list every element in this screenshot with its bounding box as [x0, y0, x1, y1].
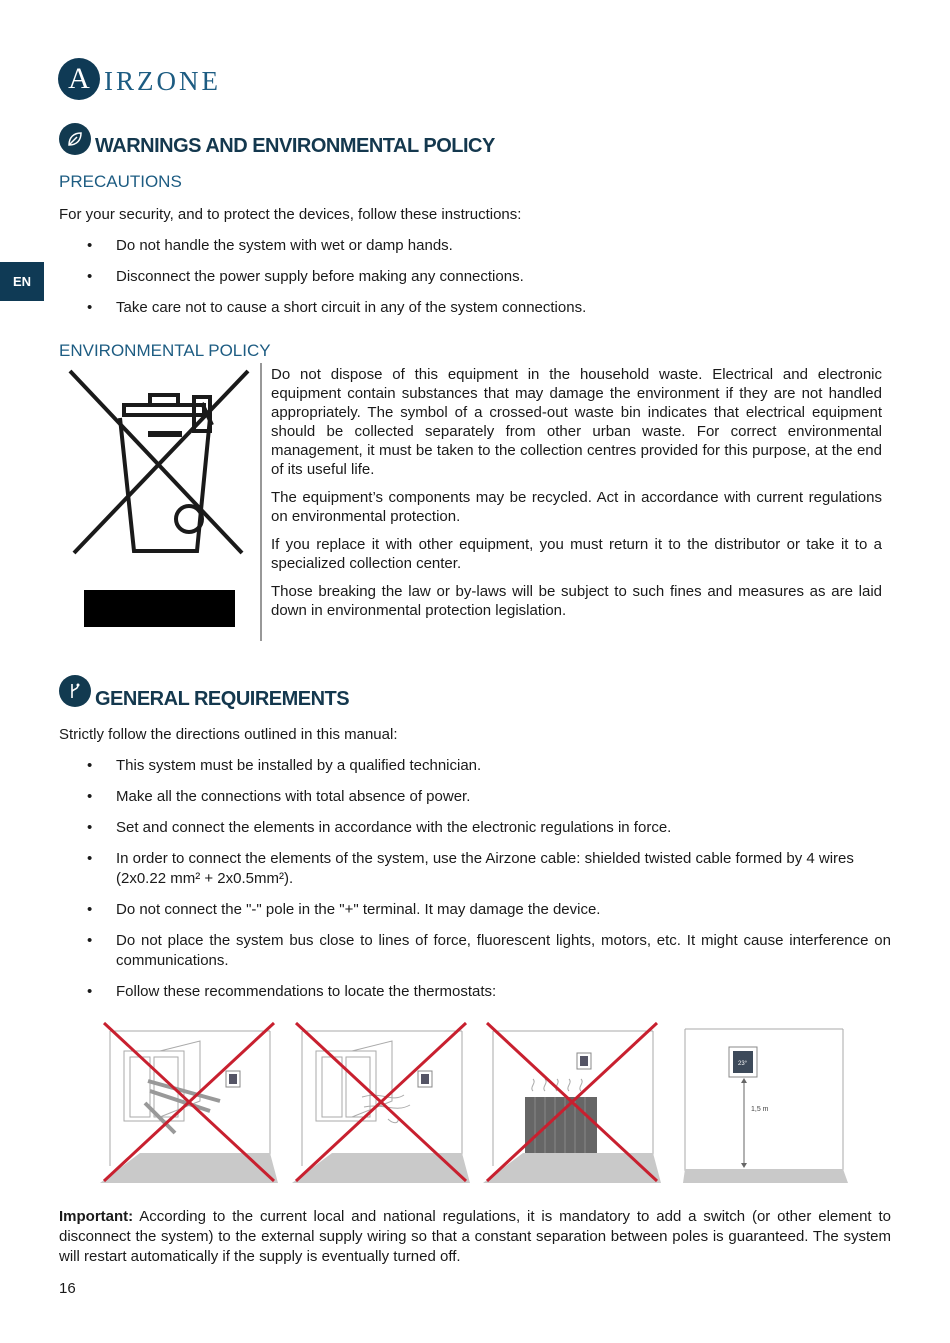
- precautions-title: PRECAUTIONS: [59, 172, 182, 191]
- list-item: • Follow these recommendations to locate the thermostats:: [59, 982, 891, 1002]
- precautions-intro: For your security, and to protect the devices, follow these instructions:: [59, 206, 522, 223]
- list-item: • Take care not to cause a short circuit in any of the system connections.: [59, 298, 899, 318]
- cable-spec: (2x0.22 mm² + 2x0.5mm²).: [116, 870, 294, 887]
- section-title-warnings: WARNINGS AND ENVIRONMENTAL POLICY: [95, 135, 495, 157]
- list-item: • Set and connect the elements in accordance with the electronic regulations in force.: [59, 818, 891, 838]
- list-item: • This system must be installed by a qualified technician.: [59, 756, 891, 776]
- important-label: Important:: [59, 1208, 134, 1225]
- requirements-intro: Strictly follow the directions outlined in this manual:: [59, 726, 398, 743]
- logo-initial: A: [58, 58, 100, 100]
- logo-text: IRZONE: [104, 65, 221, 96]
- crossed-out-bin-icon: [62, 363, 262, 643]
- env-paragraph: If you replace it with other equipment, you must return it to the distributor or take it to a specialized collection center.: [271, 536, 882, 572]
- env-paragraph: The equipment’s components may be recycled. Act in accordance with current regulations on environmental protection.: [271, 489, 882, 525]
- list-item: • Disconnect the power supply before making any connections.: [59, 267, 899, 287]
- list-item: • Do not place the system bus close to lines of force, fluorescent lights, motors, etc. It might cause interference on communications.: [59, 931, 891, 971]
- language-tab[interactable]: EN: [0, 262, 44, 301]
- requirements-list: [59, 756, 891, 1002]
- page-number: 16: [59, 1280, 76, 1297]
- thermostat-near-open-window-figure: [100, 1021, 278, 1188]
- important-note: [59, 1207, 891, 1267]
- thermostat-above-radiator-figure: [483, 1021, 661, 1188]
- thermostat-display-value: 23°: [738, 1061, 748, 1067]
- list-item: • Do not connect the "-" pole in the "+" terminal. It may damage the device.: [59, 900, 891, 920]
- list-item: • Do not handle the system with wet or damp hands.: [59, 236, 899, 256]
- branch-icon: [59, 675, 91, 707]
- list-item: • Make all the connections with total absence of power.: [59, 787, 891, 807]
- leaf-icon: [59, 123, 91, 155]
- env-paragraph: Do not dispose of this equipment in the household waste. Electrical and electronic equipment contain substances that may damage the environment if they are not handled appropriately. The symbol of a crossed-out waste bin indicates that electrical equipment should be collected separately from other urban waste. For correct environmental management, it must be taken to the collection centres provided for this purpose, at the end of its useful life.: [271, 366, 882, 478]
- env-paragraph: Those breaking the law or by-laws will be subject to such fines and measures as are laid down in environmental protection legislation.: [271, 583, 882, 619]
- environmental-policy-text: [271, 365, 882, 629]
- thermostat-near-draught-figure: [292, 1021, 470, 1188]
- height-label: 1,5 m: [751, 1106, 769, 1113]
- thermostat-correct-placement-figure: [683, 1021, 848, 1188]
- precautions-list: [59, 236, 899, 318]
- list-item: [59, 849, 891, 889]
- airzone-logo: [58, 56, 221, 102]
- cable-item-text: In order to connect the elements of the system, use the Airzone cable: shielded twisted cable formed by 4 wires: [116, 850, 854, 867]
- environmental-policy-title: ENVIRONMENTAL POLICY: [59, 341, 271, 360]
- important-text: According to the current local and national regulations, it is mandatory to add a switch (or other element to disconnect the system) to the external supply wiring so that a constant separation between poles is guaranteed. The system will restart automatically if the supply is eventually turned off.: [59, 1208, 891, 1265]
- section-title-general-requirements: GENERAL REQUIREMENTS: [95, 688, 350, 710]
